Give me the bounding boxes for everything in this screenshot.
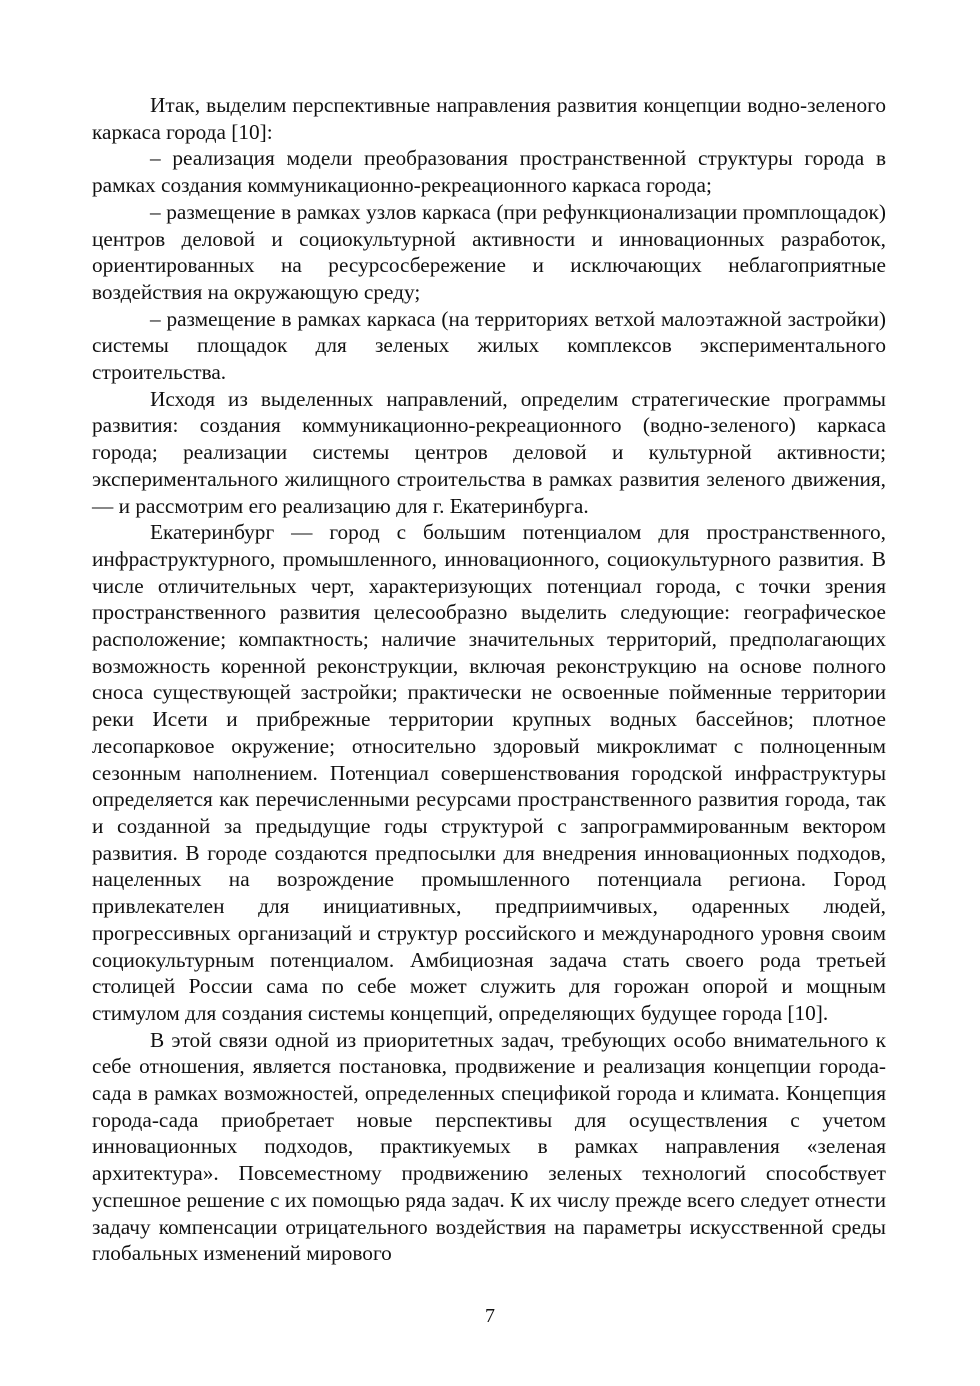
body-text (92, 92, 886, 1267)
list-item-model: – реализация модели преобразования пространственной структуры города в рамках создания коммуникационно-рекреационного каркаса города; (92, 146, 886, 198)
paragraph-garden-city: В этой связи одной из приоритетных задач, требующих особо внимательного к себе отношения, является постановка, продвижение и реализация концепции города-сада в рамках возможностей, определенных спецификой города и климата. Концепция города-сада приобретает новые перспективы для осуществления с учетом инновационных подходов, практикуемых в рамках направления «зеленая архитектура». Повсеместному продвижению зеленых технологий способствует успешное решение с их помощью ряда задач. К их числу прежде всего следует отнести задачу компенсации отрицательного воздействия на параметры искусственной среды глобальных изменений мирового (92, 1027, 886, 1266)
list-item-housing: – размещение в рамках каркаса (на территориях ветхой малоэтажной застройки) системы площадок для зеленых жилых комплексов экспериментального строительства. (92, 306, 886, 385)
paragraph-programs: Исходя из выделенных направлений, определим стратегические программы развития: создания коммуникационно-рекреационного (водно-зеленого) каркаса города; реализации системы центров деловой и культурной активности; экспериментального жилищного строительства в рамках развития зеленого движения, — и рассмотрим его реализацию для г. Екатеринбурга. (92, 386, 886, 518)
list-item-centers: – размещение в рамках узлов каркаса (при рефункционализации промплощадок) центров деловой и социокультурной активности и инновационных разработок, ориентированных на ресурсосбережение и исключающих неблагоприятные воздействия на окружающую среду; (92, 199, 886, 304)
paragraph-intro: Итак, выделим перспективные направления развития концепции водно-зеленого каркаса города [10]: (92, 93, 886, 144)
paragraph-ekaterinburg: Екатеринбург — город с большим потенциалом для пространственного, инфраструктурного, промышленного, инновационного, социокультурного развития. В числе отличительных черт, характеризующих потенциал города, с точки зрения пространственного развития целесообразно выделить следующие: географическое расположение; компактность; наличие значительных территорий, предполагающих возможность коренной реконструкции, включая реконструкцию на основе полного сноса существующей застройки; практически не освоенные пойменные территории реки Исети и прибрежные территории крупных водных бассейнов; плотное лесопарковое окружение; относительно здоровый микроклимат с полноценным сезонным наполнением. Потенциал совершенствования городской инфраструктуры определяется как перечисленными ресурсами пространственного развития города, так и созданной за предыдущие годы структурой с запрограммированным вектором развития. В городе создаются предпосылки для внедрения инновационных подходов, нацеленных на возрождение промышленного потенциала региона. Город привлекателен для инициативных, предприимчивых, одаренных людей, прогрессивных организаций и структур российского и международного уровня своим социокультурным потенциалом. Амбициозная задача стать своего рода третьей столицей России сама по себе может служить для горожан опорой и мощным стимулом для создания системы концепций, определяющих будущее города [10]. (92, 520, 886, 1025)
page-number: 7 (485, 1305, 495, 1327)
